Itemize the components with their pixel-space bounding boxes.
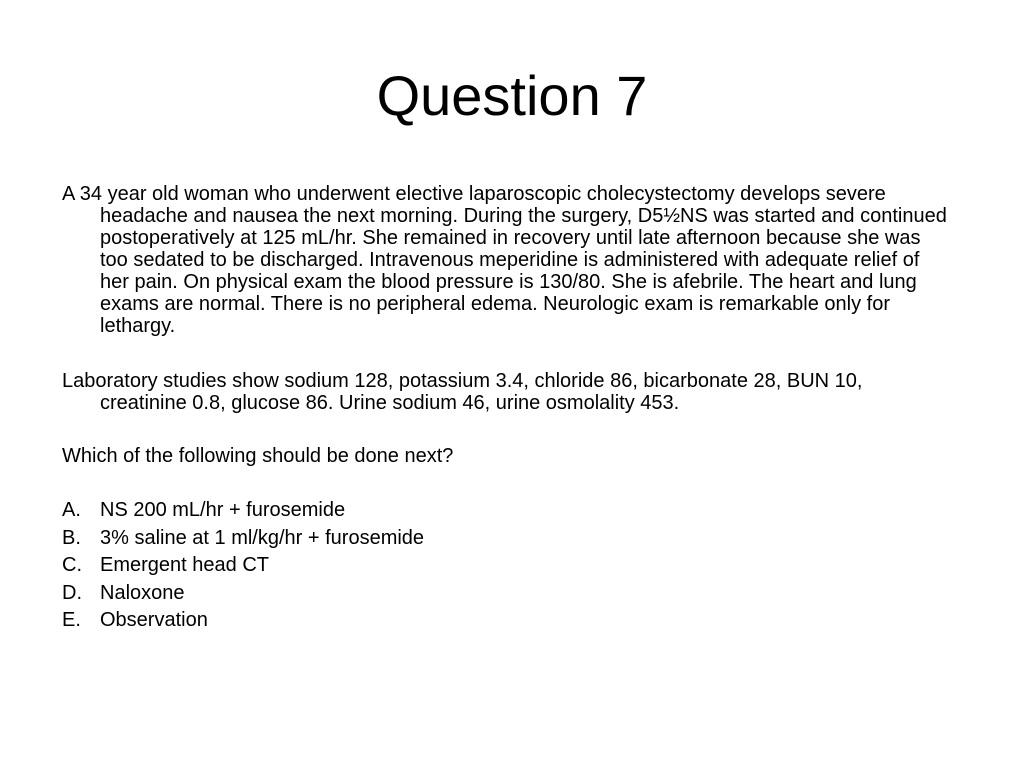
option-letter: A. xyxy=(62,499,81,521)
case-paragraph: A 34 year old woman who underwent elective laparoscopic cholecystectomy develops severe headache and nausea the next morning. During the surgery, D5½NS was started and continued postoperatively at 125 mL/hr. She remained in recovery until late afternoon because she was too sedated to be discharged. Intravenous meperidine is administered with adequate relief of her pain. On physical exam the blood pressure is 130/80. She is afebrile. The heart and lung exams are normal. There is no peripheral edema. Neurologic exam is remarkable only for lethargy. xyxy=(62,183,947,337)
option-letter: D. xyxy=(62,581,82,604)
option-text: 3% saline at 1 ml/kg/hr + furosemide xyxy=(100,526,425,549)
option-text: NS 200 mL/hr + furosemide xyxy=(100,499,346,521)
slide-title: Question 7 xyxy=(376,64,648,127)
option-e xyxy=(62,609,952,637)
slide-body xyxy=(62,183,952,637)
question-prompt: Which of the following should be done next? xyxy=(62,445,454,467)
option-text: Emergent head CT xyxy=(100,554,269,576)
option-letter: E. xyxy=(62,609,81,631)
option-b xyxy=(62,527,952,555)
answer-options xyxy=(62,499,952,637)
option-d xyxy=(62,582,952,610)
option-text: Observation xyxy=(100,609,208,631)
lab-paragraph: Laboratory studies show sodium 128, potassium 3.4, chloride 86, bicarbonate 28, BUN 10, creatinine 0.8, glucose 86. Urine sodium 46, urine osmolality 453. xyxy=(62,370,863,414)
option-text: Naloxone xyxy=(100,581,185,604)
option-letter: C. xyxy=(62,554,82,576)
option-a xyxy=(62,499,952,527)
option-c xyxy=(62,554,952,582)
option-letter: B. xyxy=(62,526,81,549)
